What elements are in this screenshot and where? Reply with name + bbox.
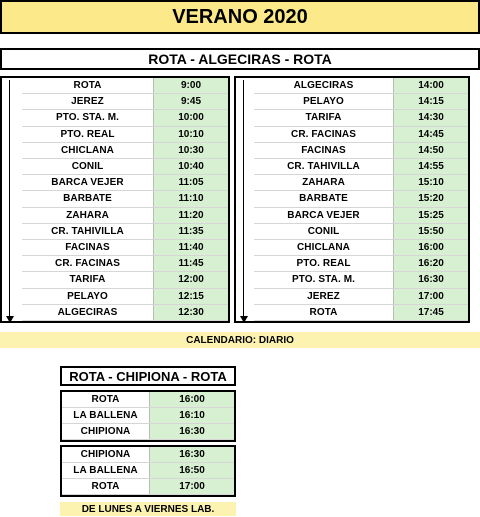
- timetable-row: [62, 463, 234, 479]
- page-title: VERANO 2020: [0, 0, 480, 34]
- stop-name: ZAHARA: [22, 208, 154, 223]
- stop-name: FACINAS: [254, 143, 394, 158]
- stop-name: CR. FACINAS: [22, 256, 154, 271]
- timetable-row: [62, 408, 234, 424]
- stop-name: BARCA VEJER: [254, 208, 394, 223]
- departure-time: 11:10: [154, 191, 228, 206]
- departure-time: 15:20: [394, 191, 468, 206]
- stop-name: ALGECIRAS: [254, 78, 394, 93]
- chipiona-outbound-table: [60, 390, 236, 442]
- timetable-row: [254, 208, 468, 224]
- stop-name: ZAHARA: [254, 175, 394, 190]
- timetable-row: [62, 392, 234, 408]
- timetable-row: [254, 191, 468, 207]
- direction-arrow-line: [9, 80, 10, 317]
- timetable-row: [254, 110, 468, 126]
- stop-name: CHIPIONA: [62, 447, 150, 462]
- timetable-row: [22, 110, 228, 126]
- timetable-row: [22, 159, 228, 175]
- timetable-row: [254, 78, 468, 94]
- timetable-row: [254, 305, 468, 321]
- timetable-row: [254, 159, 468, 175]
- calendar-note: CALENDARIO: DIARIO: [0, 332, 480, 348]
- departure-time: 14:00: [394, 78, 468, 93]
- stop-name: PELAYO: [22, 289, 154, 304]
- departure-time: 11:05: [154, 175, 228, 190]
- stop-name: JEREZ: [22, 94, 154, 109]
- stop-name: ROTA: [254, 305, 394, 320]
- departure-time: 16:00: [150, 392, 234, 407]
- stop-name: FACINAS: [22, 240, 154, 255]
- chipiona-calendar-note: DE LUNES A VIERNES LAB.: [60, 502, 236, 516]
- stop-name: CHICLANA: [254, 240, 394, 255]
- departure-time: 16:00: [394, 240, 468, 255]
- timetable-row: [22, 175, 228, 191]
- stop-name: LA BALLENA: [62, 408, 150, 423]
- arrow-down-icon: [6, 316, 14, 323]
- stop-name: ROTA: [62, 392, 150, 407]
- timetable-row: [254, 256, 468, 272]
- departure-time: 11:45: [154, 256, 228, 271]
- departure-time: 11:40: [154, 240, 228, 255]
- stop-name: PTO. REAL: [254, 256, 394, 271]
- departure-time: 15:10: [394, 175, 468, 190]
- stop-name: CONIL: [254, 224, 394, 239]
- direction-arrow-line: [243, 80, 244, 317]
- timetable-row: [254, 240, 468, 256]
- departure-time: 12:30: [154, 305, 228, 320]
- stop-name: PELAYO: [254, 94, 394, 109]
- departure-time: 14:45: [394, 127, 468, 142]
- route-title: ROTA - ALGECIRAS - ROTA: [0, 48, 480, 70]
- departure-time: 10:00: [154, 110, 228, 125]
- stop-name: TARIFA: [254, 110, 394, 125]
- timetable-row: [62, 479, 234, 495]
- timetable-row: [22, 191, 228, 207]
- timetable-row: [254, 175, 468, 191]
- departure-time: 14:15: [394, 94, 468, 109]
- departure-time: 14:30: [394, 110, 468, 125]
- timetable-row: [62, 424, 234, 440]
- stop-name: CR. FACINAS: [254, 127, 394, 142]
- departure-time: 11:35: [154, 224, 228, 239]
- departure-time: 17:00: [394, 289, 468, 304]
- timetable-row: [22, 127, 228, 143]
- departure-time: 11:20: [154, 208, 228, 223]
- timetable-row: [22, 272, 228, 288]
- stop-name: ALGECIRAS: [22, 305, 154, 320]
- departure-time: 9:00: [154, 78, 228, 93]
- stop-name: CHICLANA: [22, 143, 154, 158]
- stop-name: BARCA VEJER: [22, 175, 154, 190]
- timetable-row: [254, 127, 468, 143]
- departure-time: 16:30: [394, 272, 468, 287]
- timetable-row: [254, 289, 468, 305]
- timetable-row: [62, 447, 234, 463]
- stop-name: CR. TAHIVILLA: [22, 224, 154, 239]
- departure-time: 10:10: [154, 127, 228, 142]
- departure-time: 15:25: [394, 208, 468, 223]
- inbound-timetable: [234, 76, 470, 323]
- departure-time: 10:30: [154, 143, 228, 158]
- chipiona-inbound-table: [60, 445, 236, 497]
- stop-name: LA BALLENA: [62, 463, 150, 478]
- timetable-row: [22, 289, 228, 305]
- stop-name: CHIPIONA: [62, 424, 150, 439]
- timetable-row: [254, 94, 468, 110]
- stop-name: PTO. REAL: [22, 127, 154, 142]
- departure-time: 17:00: [150, 479, 234, 494]
- departure-time: 14:50: [394, 143, 468, 158]
- timetable-row: [22, 143, 228, 159]
- timetable-row: [22, 256, 228, 272]
- stop-name: JEREZ: [254, 289, 394, 304]
- stop-name: PTO. STA. M.: [22, 110, 154, 125]
- stop-name: BARBATE: [22, 191, 154, 206]
- timetable-row: [22, 240, 228, 256]
- stop-name: ROTA: [62, 479, 150, 494]
- stop-name: TARIFA: [22, 272, 154, 287]
- outbound-timetable: [0, 76, 230, 323]
- stop-name: CR. TAHIVILLA: [254, 159, 394, 174]
- departure-time: 14:55: [394, 159, 468, 174]
- departure-time: 16:20: [394, 256, 468, 271]
- stop-name: ROTA: [22, 78, 154, 93]
- departure-time: 10:40: [154, 159, 228, 174]
- departure-time: 12:15: [154, 289, 228, 304]
- departure-time: 16:30: [150, 424, 234, 439]
- chipiona-route-title: ROTA - CHIPIONA - ROTA: [60, 366, 236, 386]
- departure-time: 16:10: [150, 408, 234, 423]
- departure-time: 16:30: [150, 447, 234, 462]
- timetable-row: [254, 272, 468, 288]
- timetable-row: [254, 143, 468, 159]
- departure-time: 15:50: [394, 224, 468, 239]
- timetable-row: [22, 208, 228, 224]
- timetable-row: [22, 224, 228, 240]
- stop-name: BARBATE: [254, 191, 394, 206]
- timetable-row: [22, 305, 228, 321]
- timetable-row: [22, 78, 228, 94]
- departure-time: 17:45: [394, 305, 468, 320]
- arrow-down-icon: [240, 316, 248, 323]
- departure-time: 16:50: [150, 463, 234, 478]
- stop-name: CONIL: [22, 159, 154, 174]
- stop-name: PTO. STA. M.: [254, 272, 394, 287]
- departure-time: 9:45: [154, 94, 228, 109]
- timetable-row: [254, 224, 468, 240]
- timetable-row: [22, 94, 228, 110]
- departure-time: 12:00: [154, 272, 228, 287]
